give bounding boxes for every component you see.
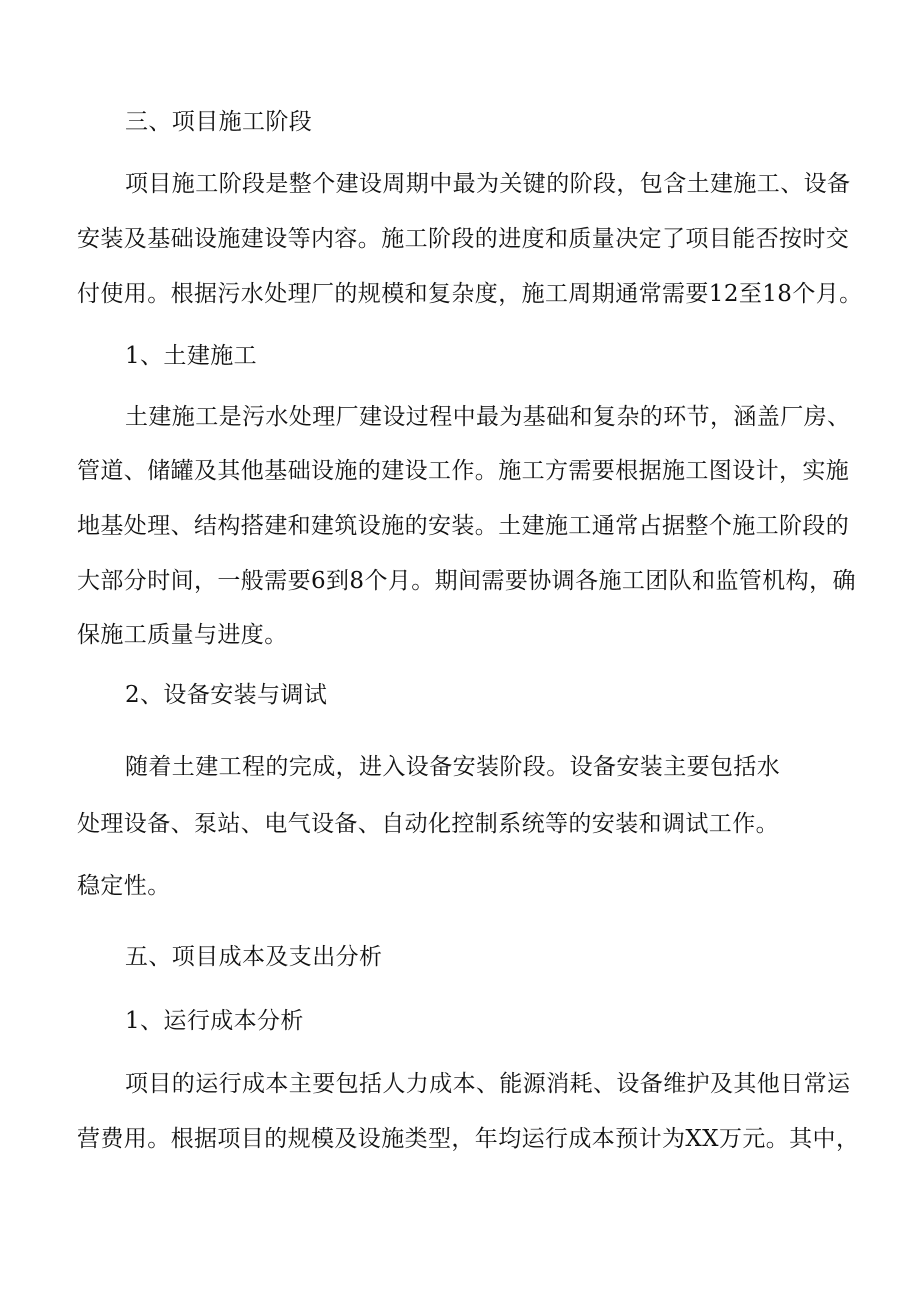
section-heading-cost-analysis: 五、项目成本及支出分析 [125, 944, 383, 970]
paragraph-line: 项目的运行成本主要包括人力成本、能源消耗、设备维护及其他日常运 [125, 1071, 851, 1097]
paragraph-line: 处理设备、泵站、电气设备、自动化控制系统等的安装和调试工作。 [77, 811, 779, 837]
subheading-civil-construction: 1、土建施工 [125, 343, 258, 369]
paragraph-line: 项目施工阶段是整个建设周期中最为关键的阶段，包含土建施工、设备 [125, 171, 851, 197]
paragraph-line: 大部分时间，一般需要6到8个月。期间需要协调各施工团队和监管机构，确 [77, 568, 856, 594]
subheading-operating-cost: 1、运行成本分析 [125, 1008, 304, 1034]
paragraph-line: 安装及基础设施建设等内容。施工阶段的进度和质量决定了项目能否按时交 [77, 226, 850, 252]
paragraph-line: 土建施工是污水处理厂建设过程中最为基础和复杂的环节，涵盖厂房、 [125, 404, 851, 430]
paragraph-line: 保施工质量与进度。 [77, 622, 288, 648]
paragraph-line: 稳定性。 [77, 873, 171, 899]
section-heading-construction-phase: 三、项目施工阶段 [125, 109, 313, 135]
paragraph-line: 地基处理、结构搭建和建筑设施的安装。土建施工通常占据整个施工阶段的 [77, 513, 850, 539]
paragraph-line: 付使用。根据污水处理厂的规模和复杂度，施工周期通常需要12至18个月。 [77, 281, 863, 307]
subheading-equipment-installation: 2、设备安装与调试 [125, 682, 328, 708]
paragraph-line: 营费用。根据项目的规模及设施类型，年均运行成本预计为XX万元。其中， [77, 1126, 860, 1152]
paragraph-line: 随着土建工程的完成，进入设备安装阶段。设备安装主要包括水 [125, 754, 781, 780]
paragraph-line: 管道、储罐及其他基础设施的建设工作。施工方需要根据施工图设计，实施 [77, 458, 850, 484]
